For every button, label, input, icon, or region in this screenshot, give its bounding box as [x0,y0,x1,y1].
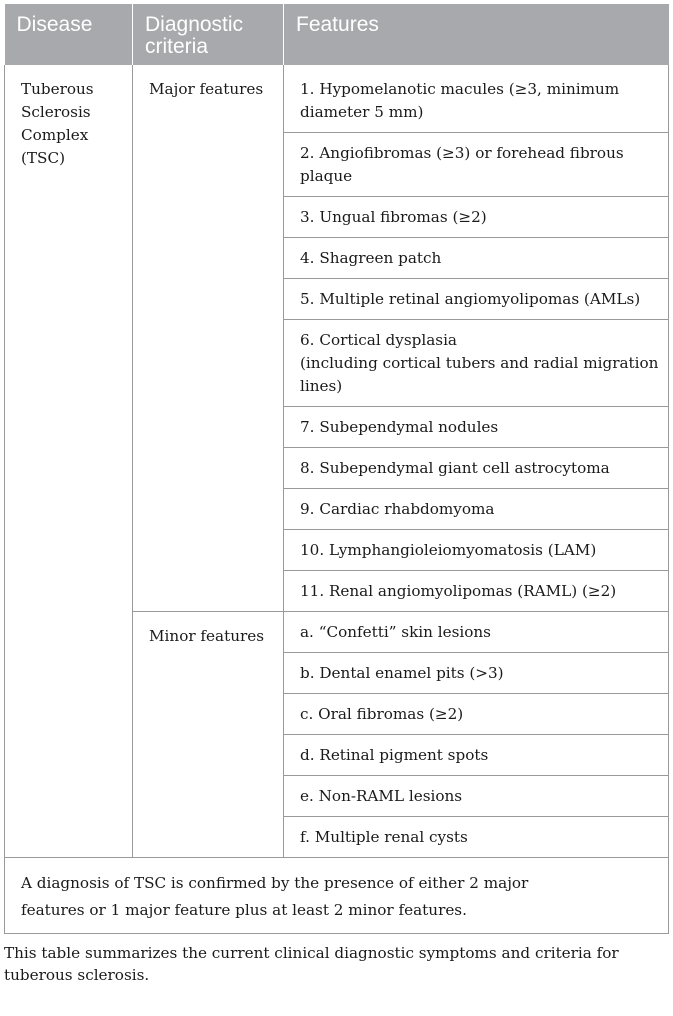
table-row [5,65,669,133]
disease-line: (TSC) [21,149,66,167]
minor-feature-cell: f. Multiple renal cysts [284,817,669,858]
header-criteria-line1: Diagnostic [145,13,244,36]
major-feature-cell: 3. Ungual fibromas (≥2) [284,197,669,238]
major-feature-cell [284,320,669,407]
major-feature-cell: 7. Subependymal nodules [284,407,669,448]
minor-feature-cell: d. Retinal pigment spots [284,735,669,776]
minor-feature-cell: c. Oral fibromas (≥2) [284,694,669,735]
feature-line: (including cortical tubers and radial migration lines) [300,354,659,395]
header-row [5,4,669,65]
major-feature-cell: 4. Shagreen patch [284,238,669,279]
major-feature-cell: 8. Subependymal giant cell astrocytoma [284,448,669,489]
major-feature-cell: 5. Multiple retinal angiomyolipomas (AMLs) [284,279,669,320]
major-features-label: Major features [133,65,284,612]
diagnostic-criteria-table [4,4,669,934]
table-footnote: This table summarizes the current clinical diagnostic symptoms and criteria for tuberous sclerosis. [4,944,619,984]
disease-cell [5,65,133,858]
minor-features-label: Minor features [133,612,284,858]
header-diagnostic-criteria [133,4,284,65]
header-features: Features [284,4,669,65]
minor-feature-cell: e. Non-RAML lesions [284,776,669,817]
summary-line: A diagnosis of TSC is confirmed by the presence of either 2 major [21,874,529,892]
minor-feature-cell: a. “Confetti” skin lesions [284,612,669,653]
disease-line: Complex [21,126,89,144]
summary-row [5,858,669,934]
major-feature-cell: 2. Angiofibromas (≥3) or forehead fibrous plaque [284,133,669,197]
feature-line: 6. Cortical dysplasia [300,331,457,349]
major-feature-cell: 11. Renal angiomyolipomas (RAML) (≥2) [284,571,669,612]
major-feature-cell: 9. Cardiac rhabdomyoma [284,489,669,530]
disease-line: Sclerosis [21,103,91,121]
major-feature-cell: 10. Lymphangioleiomyomatosis (LAM) [284,530,669,571]
header-disease: Disease [5,4,133,65]
summary-line: features or 1 major feature plus at least 2 minor features. [21,901,467,919]
minor-feature-cell: b. Dental enamel pits (>3) [284,653,669,694]
major-feature-cell: 1. Hypomelanotic macules (≥3, minimum diameter 5 mm) [284,65,669,133]
diagnosis-summary [5,858,669,934]
disease-line: Tuberous [21,80,94,98]
table-container [4,4,668,986]
header-criteria-line2: criteria [145,35,209,58]
